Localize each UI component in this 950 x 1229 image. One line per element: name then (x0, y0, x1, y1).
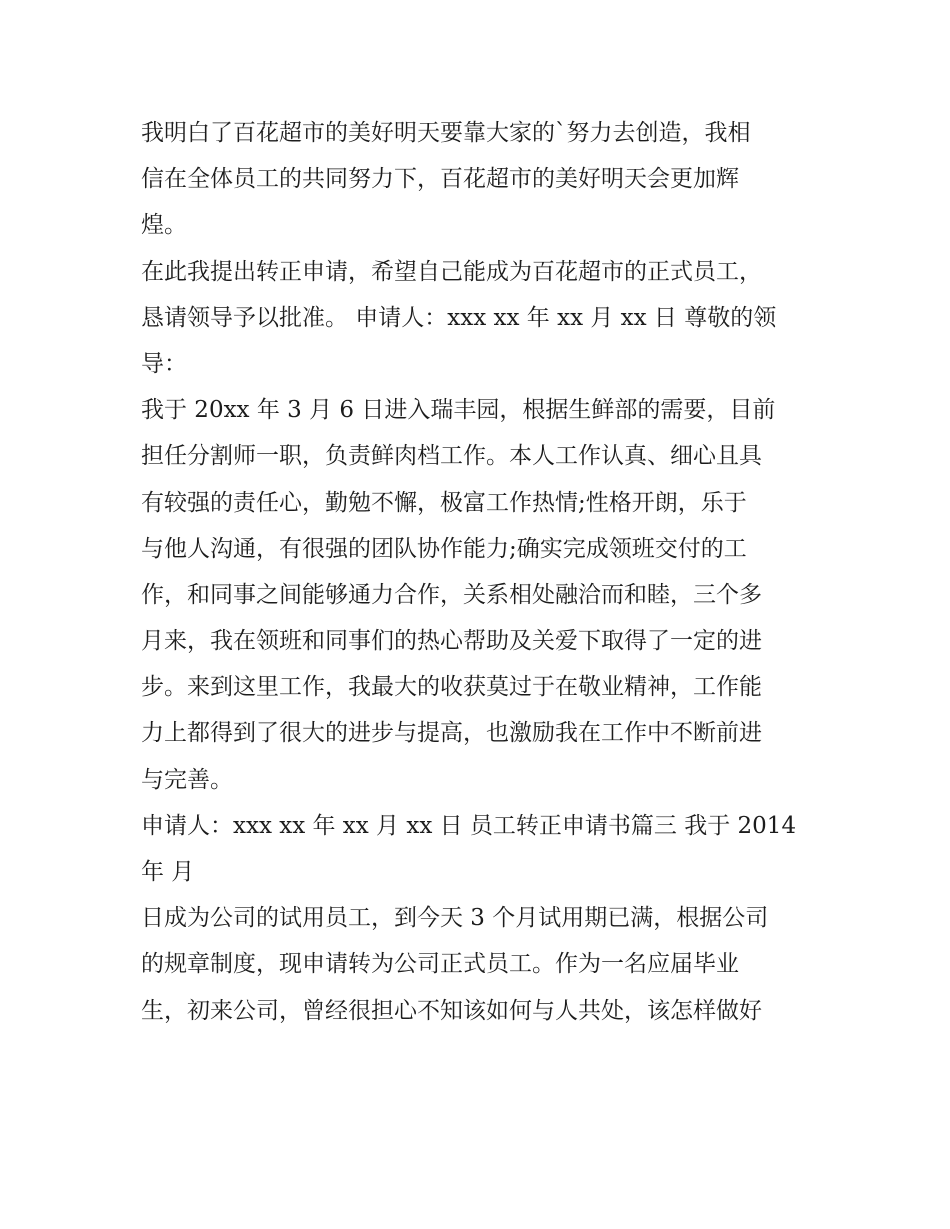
text-line: 煌。 (141, 212, 187, 239)
text-line: 在此我提出转正申请，希望自己能成为百花超市的正式员工， (141, 258, 762, 285)
text-line: 力上都得到了很大的进步与提高，也激励我在工作中不断前进 (141, 720, 762, 747)
text-line: 我明白了百花超市的美好明天要靠大家的`努力去创造，我相 (141, 120, 751, 146)
text-line: 导： (141, 350, 187, 377)
text-line: 有较强的责任心，勤勉不懈，极富工作热情;性格开朗，乐于 (141, 489, 747, 516)
text-line: 与完善。 (141, 766, 233, 793)
text-line: 与他人沟通，有很强的团队协作能力;确实完成领班交付的工 (141, 535, 747, 562)
text-line: 恳请领导予以批准。 申请人：xxx xx 年 xx 月 xx 日 尊敬的领 (141, 304, 777, 331)
text-line: 生，初来公司，曾经很担心不知该如何与人共处，该怎样做好 (141, 997, 762, 1024)
text-line: 月来，我在领班和同事们的热心帮助及关爱下取得了一定的进 (141, 628, 762, 655)
text-line: 我于 20xx 年 3 月 6 日进入瑞丰园，根据生鲜部的需要，目前 (141, 397, 776, 424)
text-line: 信在全体员工的共同努力下，百花超市的美好明天会更加辉 (141, 166, 739, 193)
text-line: 日成为公司的试用员工，到今天 3 个月试用期已满，根据公司 (141, 905, 769, 932)
text-line: 申请人：xxx xx 年 xx 月 xx 日 员工转正申请书篇三 我于 2014 (141, 812, 797, 839)
document-body (141, 110, 831, 1034)
text-line: 担任分割师一职，负责鲜肉档工作。本人工作认真、细心且具 (141, 443, 762, 470)
text-line: 年 月 (141, 859, 195, 885)
text-line: 步。来到这里工作，我最大的收获莫过于在敬业精神，工作能 (141, 674, 762, 701)
text-line: 的规章制度，现申请转为公司正式员工。作为一名应届毕业 (141, 951, 739, 978)
text-line: 作，和同事之间能够通力合作，关系相处融洽而和睦，三个多 (141, 581, 762, 608)
